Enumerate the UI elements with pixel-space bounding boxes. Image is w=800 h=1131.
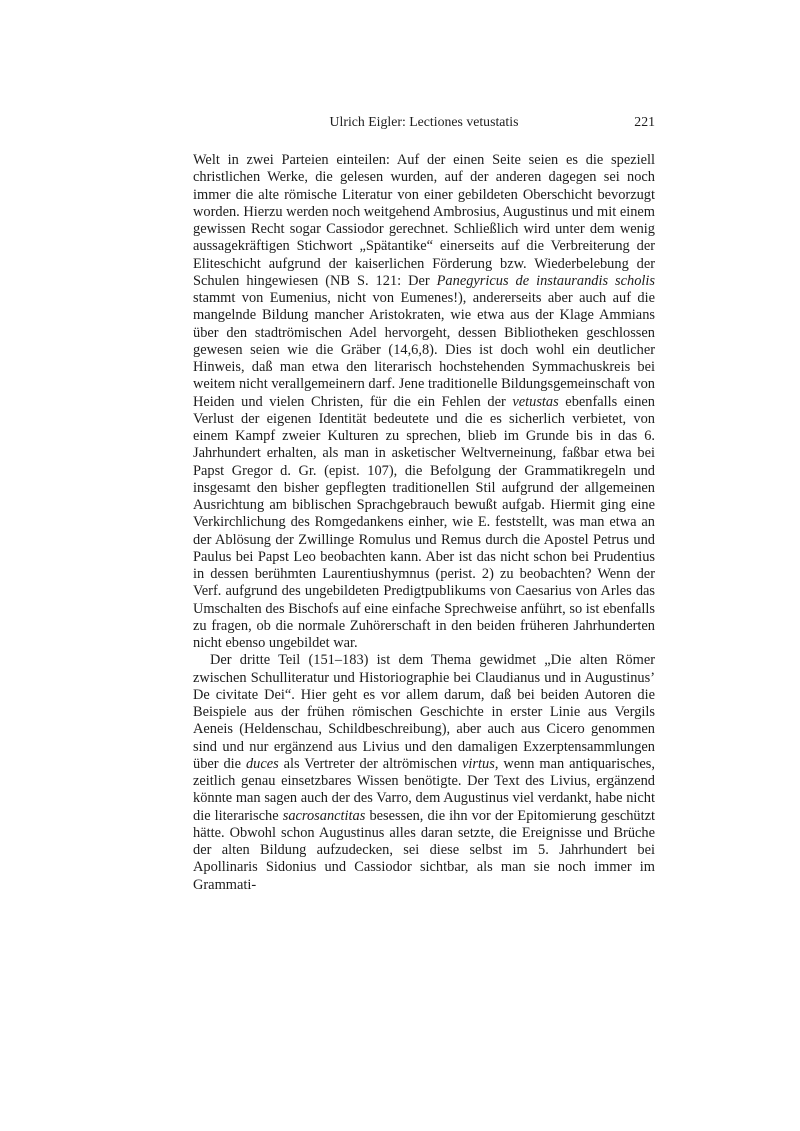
- latin-term: vetustas: [512, 393, 559, 410]
- paragraph: [193, 152, 655, 652]
- latin-term: sacrosanctitas: [282, 807, 366, 824]
- running-title: Ulrich Eigler: Lectiones vetustatis: [329, 114, 519, 129]
- page-number: 221: [634, 114, 655, 129]
- paragraph: [193, 652, 655, 894]
- latin-term: virtus: [462, 755, 495, 772]
- text-segment: als Vertreter der altrömischen: [278, 755, 463, 772]
- text-segment: , wenn man antiquarisches, zeitlich genau einsetzbares Wissen benötigte. Der Text des Livius, ergänzend könnte man sagen auch der des Varro, dem Augustinus viel verdankt, habe nicht die literarische: [193, 755, 655, 824]
- body-text: [193, 152, 655, 894]
- running-head: [193, 114, 655, 130]
- latin-term: duces: [245, 755, 279, 772]
- text-segment: ebenfalls einen Verlust der eigenen Identität bedeutete und die es sicherlich verbietet, von einem Kampf zweier Kulturen zu sprechen, blieb im Grunde bis in das 6. Jahrhundert erhalten, als man in asketischer Weltverneinung, faßbar etwa bei Papst Gregor d. Gr. (epist. 107), die Befolgung der Grammatikregeln und insgesamt den bisher gepflegten traditionellen Stil aufgrund der allgemeinen Ausrichtung am biblischen Sprachgebrauch bewußt aufgab. Hiermit ging eine Verkirchlichung des Romgedankens einher, wie E. feststellt, was man etwa an der Ablösung der Zwillinge Romulus und Remus durch die Apostel Petrus und Paulus bei Papst Leo beobachten kann. Aber ist das nicht schon bei Prudentius in dessen berühmten Laurentiushymnus (perist. 2) zu beobachten? Wenn der Verf. aufgrund des ungebildeten Predigtpublikums von Caesarius von Arles das Umschalten des Bischofs auf eine einfache Sprechweise anführt, so ist ebenfalls zu fragen, ob die normale Zuhörerschaft in den beiden früheren Jahrhunderten nicht ebenso ungebildet war.: [193, 393, 655, 651]
- text-segment: besessen, die ihn vor der Epitomierung geschützt hätte. Obwohl schon Augustinus alles daran setzte, die Ereignisse und Brüche der alten Bildung aufzudecken, sei diese selbst im 5. Jahrhundert bei Apollinaris Sidonius und Cassiodor sichtbar, als man sie noch immer im Grammati-: [193, 807, 656, 893]
- text-segment: stammt von Eumenius, nicht von Eumenes!), andererseits aber auch auf die mangelnde Bildung mancher Aristokraten, wie etwa aus der Klage Ammians über den stadtrömischen Adel hervorgeht, dessen Bibliotheken geschlossen gewesen seien wie die Gräber (14,6,8). Dies ist doch wohl ein deutlicher Hinweis, daß man etwa den literarisch hochstehenden Symmachuskreis bei weitem nicht verallgemeinern darf. Jene traditionelle Bildungsgemeinschaft von Heiden und vielen Christen, für die ein Fehlen der: [193, 290, 655, 410]
- latin-term: Panegyricus de instaurandis scholis: [436, 272, 655, 289]
- text-segment: Welt in zwei Parteien einteilen: Auf der einen Seite seien es die speziell christlichen Werke, die gelesen wurden, auf der anderen dagegen sei noch immer die alte römische Literatur von einer gebildeten Oberschicht bevorzugt worden. Hierzu werden noch weitgehend Ambrosius, Augustinus und mit einem gewissen Recht sogar Cassiodor gerechnet. Schließlich wird unter dem wenig aussagekräftigen Stichwort „Spätantike“ einerseits auf die Verbreiterung der Eliteschicht aufgrund der kaiserlichen Förderung bzw. Wiederbelebung der Schulen hingewiesen (NB S. 121: Der: [193, 152, 655, 289]
- text-segment: Der dritte Teil (151–183) ist dem Thema gewidmet „Die alten Römer zwischen Schulliteratur und Historiographie bei Claudianus und in Augustinus’ De civitate Dei“. Hier geht es vor allem darum, daß bei beiden Autoren die Beispiele aus der frühen römischen Geschichte in erster Linie aus Vergils Aeneis (Heldenschau, Schildbeschreibung), aber auch aus Cicero genommen sind und nur ergänzend aus Livius und den damaligen Exzerptensammlungen über die: [193, 652, 655, 772]
